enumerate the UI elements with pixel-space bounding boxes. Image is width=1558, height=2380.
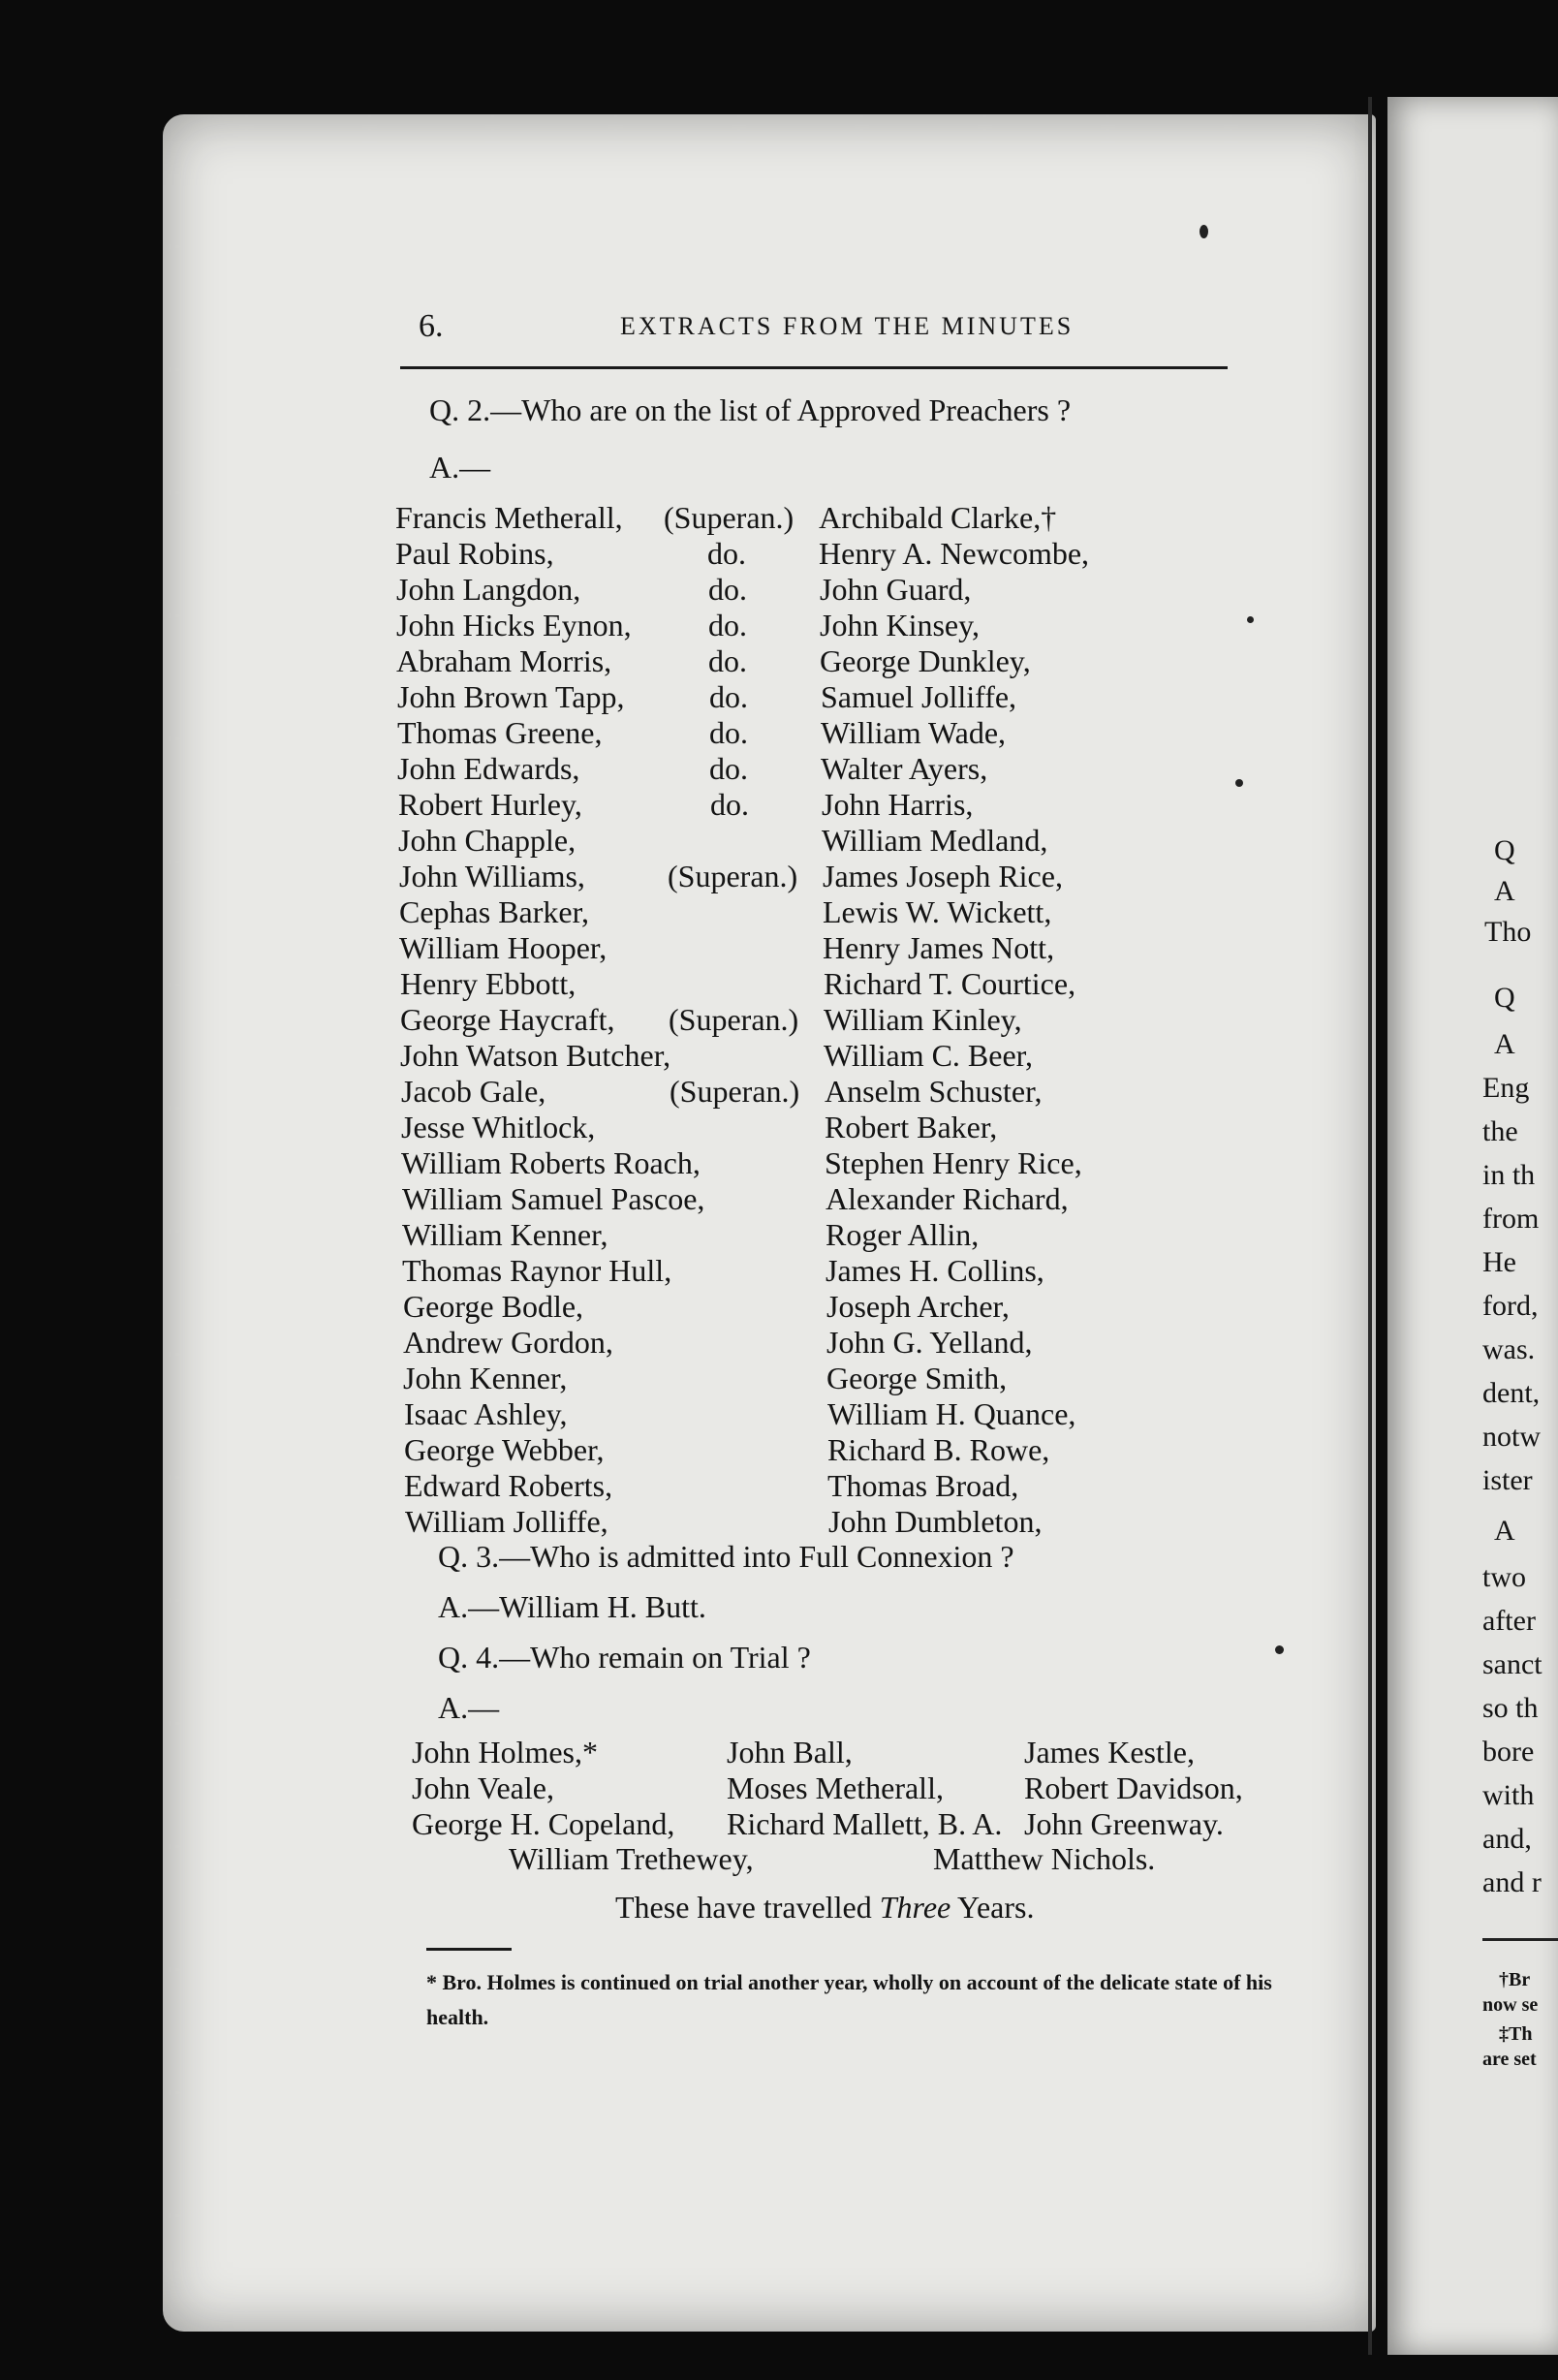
preacher-left-name: Henry Ebbott, <box>400 966 576 1001</box>
trial-name: John Holmes,* <box>412 1735 598 1769</box>
facing-page <box>1387 97 1558 2355</box>
facing-page-line: ford, <box>1482 1290 1539 1322</box>
trial-name: George H. Copeland, <box>412 1806 675 1841</box>
preacher-note: do. <box>709 751 748 786</box>
footnote-rule <box>426 1948 512 1951</box>
preacher-left-name: John Langdon, <box>396 572 581 607</box>
preacher-right-name: Richard T. Courtice, <box>824 966 1076 1001</box>
preacher-left-name: John Brown Tapp, <box>397 679 625 714</box>
facing-page-line: He <box>1482 1246 1516 1278</box>
preacher-left-name: William Samuel Pascoe, <box>402 1181 705 1216</box>
answer-2-label: A.— <box>429 450 491 485</box>
preacher-note: (Superan.) <box>664 500 795 535</box>
preacher-note: (Superan.) <box>669 1002 799 1037</box>
facing-page-line: A <box>1494 875 1515 907</box>
preacher-left-name: Andrew Gordon, <box>403 1325 613 1360</box>
question-3: Q. 3.—Who is admitted into Full Connexion ? <box>438 1539 1014 1574</box>
preacher-right-name: Stephen Henry Rice, <box>825 1145 1082 1180</box>
preacher-right-name: William Kinley, <box>824 1002 1022 1037</box>
scan-speck <box>1235 779 1243 787</box>
facing-page-line: ister <box>1482 1464 1533 1496</box>
preacher-left-name: Robert Hurley, <box>398 787 582 822</box>
preacher-left-name: William Kenner, <box>402 1217 608 1252</box>
preacher-left-name: John Watson Butcher, <box>400 1038 671 1073</box>
facing-page-footnote: ‡Th <box>1499 2023 1533 2045</box>
preacher-left-name: George Bodle, <box>403 1289 584 1324</box>
preacher-note: do. <box>709 715 748 750</box>
facing-page-line: in th <box>1482 1159 1536 1191</box>
preacher-right-name: John Guard, <box>820 572 972 607</box>
facing-page-footnote: are set <box>1482 2049 1537 2070</box>
preacher-note: do. <box>708 643 747 678</box>
preacher-right-name: John Harris, <box>822 787 974 822</box>
facing-page-line: was. <box>1482 1333 1536 1365</box>
facing-page-line: from <box>1482 1203 1540 1235</box>
facing-page-line: with <box>1482 1779 1535 1811</box>
preacher-right-name: James Joseph Rice, <box>823 859 1063 893</box>
preacher-left-name: Paul Robins, <box>395 536 554 571</box>
preacher-note: do. <box>707 536 746 571</box>
preacher-right-name: Lewis W. Wickett, <box>823 894 1052 929</box>
facing-footnote-rule <box>1482 1938 1558 1941</box>
facing-page-line: Eng <box>1482 1072 1530 1104</box>
preacher-left-name: John Edwards, <box>397 751 580 786</box>
trial-name: John Ball, <box>727 1735 853 1769</box>
trial-name: Richard Mallett, B. A. <box>727 1806 1003 1841</box>
preacher-right-name: James H. Collins, <box>826 1253 1044 1288</box>
preacher-left-name: Isaac Ashley, <box>404 1396 568 1431</box>
preacher-left-name: William Hooper, <box>399 930 608 965</box>
answer-3: A.—William H. Butt. <box>438 1589 706 1624</box>
preacher-left-name: John Chapple, <box>398 823 576 858</box>
preacher-left-name: Thomas Raynor Hull, <box>402 1253 672 1288</box>
preacher-note: do. <box>709 679 748 714</box>
preacher-right-name: Thomas Broad, <box>827 1468 1019 1503</box>
preacher-right-name: John Dumbleton, <box>828 1504 1043 1539</box>
gutter-line <box>1368 97 1372 2355</box>
preacher-left-name: John Hicks Eynon, <box>396 608 632 642</box>
facing-page-line: notw <box>1482 1421 1541 1453</box>
preacher-right-name: George Smith, <box>826 1361 1008 1395</box>
trial-name: John Veale, <box>412 1770 554 1805</box>
facing-page-line: the <box>1482 1115 1518 1147</box>
facing-page-line: and, <box>1482 1823 1532 1855</box>
travelled-emphasis: Three <box>879 1890 951 1925</box>
preacher-right-name: Anselm Schuster, <box>825 1074 1043 1109</box>
preacher-left-name: Abraham Morris, <box>396 643 612 678</box>
trial-name: Moses Metherall, <box>727 1770 944 1805</box>
preacher-right-name: Henry James Nott, <box>823 930 1055 965</box>
preacher-left-name: Jacob Gale, <box>401 1074 546 1109</box>
preacher-left-name: George Haycraft, <box>400 1002 615 1037</box>
page-number: 6. <box>419 308 444 344</box>
preacher-right-name: Alexander Richard, <box>826 1181 1069 1216</box>
facing-page-line: A <box>1494 1028 1515 1060</box>
preacher-left-name: William Roberts Roach, <box>401 1145 701 1180</box>
preacher-left-name: John Kenner, <box>403 1361 568 1395</box>
preacher-left-name: George Webber, <box>404 1432 605 1467</box>
last-row-left: William Trethewey, <box>509 1841 754 1876</box>
question-4: Q. 4.—Who remain on Trial ? <box>438 1640 811 1675</box>
answer-4-label: A.— <box>438 1690 500 1725</box>
preacher-note: do. <box>710 787 749 822</box>
header-rule <box>400 366 1228 369</box>
preacher-right-name: William Medland, <box>822 823 1048 858</box>
facing-page-line: and r <box>1482 1866 1542 1898</box>
facing-page-line: Q <box>1494 982 1515 1014</box>
facing-page-line: sanct <box>1482 1648 1542 1680</box>
preacher-left-name: Thomas Greene, <box>397 715 603 750</box>
preacher-right-name: Joseph Archer, <box>826 1289 1010 1324</box>
preacher-left-name: Cephas Barker, <box>399 894 589 929</box>
scan-speck <box>1247 616 1254 623</box>
preacher-right-name: Walter Ayers, <box>821 751 988 786</box>
last-row-right: Matthew Nichols. <box>933 1841 1156 1876</box>
scan-speck <box>1200 225 1208 238</box>
preacher-right-name: John Kinsey, <box>820 608 981 642</box>
travelled-note: These have travelled Three Years. <box>615 1890 1035 1925</box>
facing-page-line: two <box>1482 1561 1526 1593</box>
preacher-right-name: William Wade, <box>821 715 1007 750</box>
facing-page-line: A <box>1494 1515 1515 1547</box>
preacher-right-name: Richard B. Rowe, <box>827 1432 1050 1467</box>
preacher-note: (Superan.) <box>668 859 798 893</box>
facing-page-line: dent, <box>1482 1377 1541 1409</box>
trial-name: Robert Davidson, <box>1024 1770 1243 1805</box>
preacher-left-name: Francis Metherall, <box>395 500 623 535</box>
preacher-note: do. <box>708 608 747 642</box>
running-head: EXTRACTS FROM THE MINUTES <box>620 312 1075 340</box>
facing-page-line: after <box>1482 1605 1536 1637</box>
preacher-right-name: Henry A. Newcombe, <box>819 536 1090 571</box>
scan-speck <box>1275 1645 1284 1654</box>
preacher-left-name: Jesse Whitlock, <box>401 1110 596 1144</box>
preacher-right-name: George Dunkley, <box>820 643 1031 678</box>
facing-page-footnote: †Br <box>1499 1969 1531 1990</box>
footnote: * Bro. Holmes is continued on trial another year, wholly on account of the delicate state of his health. <box>426 1970 1272 2029</box>
facing-page-line: Q <box>1494 834 1515 866</box>
preacher-left-name: John Williams, <box>399 859 585 893</box>
preacher-left-name: William Jolliffe, <box>405 1504 608 1539</box>
preacher-note: (Superan.) <box>670 1074 800 1109</box>
preacher-right-name: William C. Beer, <box>824 1038 1034 1073</box>
preacher-right-name: Archibald Clarke,† <box>819 500 1057 535</box>
facing-page-line: so th <box>1482 1692 1539 1724</box>
preacher-right-name: Roger Allin, <box>826 1217 980 1252</box>
facing-page-line: bore <box>1482 1736 1535 1768</box>
preacher-right-name: William H. Quance, <box>827 1396 1076 1431</box>
preacher-right-name: John G. Yelland, <box>826 1325 1033 1360</box>
preacher-note: do. <box>708 572 747 607</box>
question-2: Q. 2.—Who are on the list of Approved Preachers ? <box>429 392 1072 427</box>
facing-page-footnote: now se <box>1482 1994 1539 2016</box>
facing-page-line: Tho <box>1484 916 1532 948</box>
preacher-right-name: Robert Baker, <box>825 1110 998 1144</box>
preacher-left-name: Edward Roberts, <box>404 1468 613 1503</box>
preacher-right-name: Samuel Jolliffe, <box>821 679 1017 714</box>
trial-name: John Greenway. <box>1024 1806 1224 1841</box>
trial-name: James Kestle, <box>1024 1735 1195 1769</box>
